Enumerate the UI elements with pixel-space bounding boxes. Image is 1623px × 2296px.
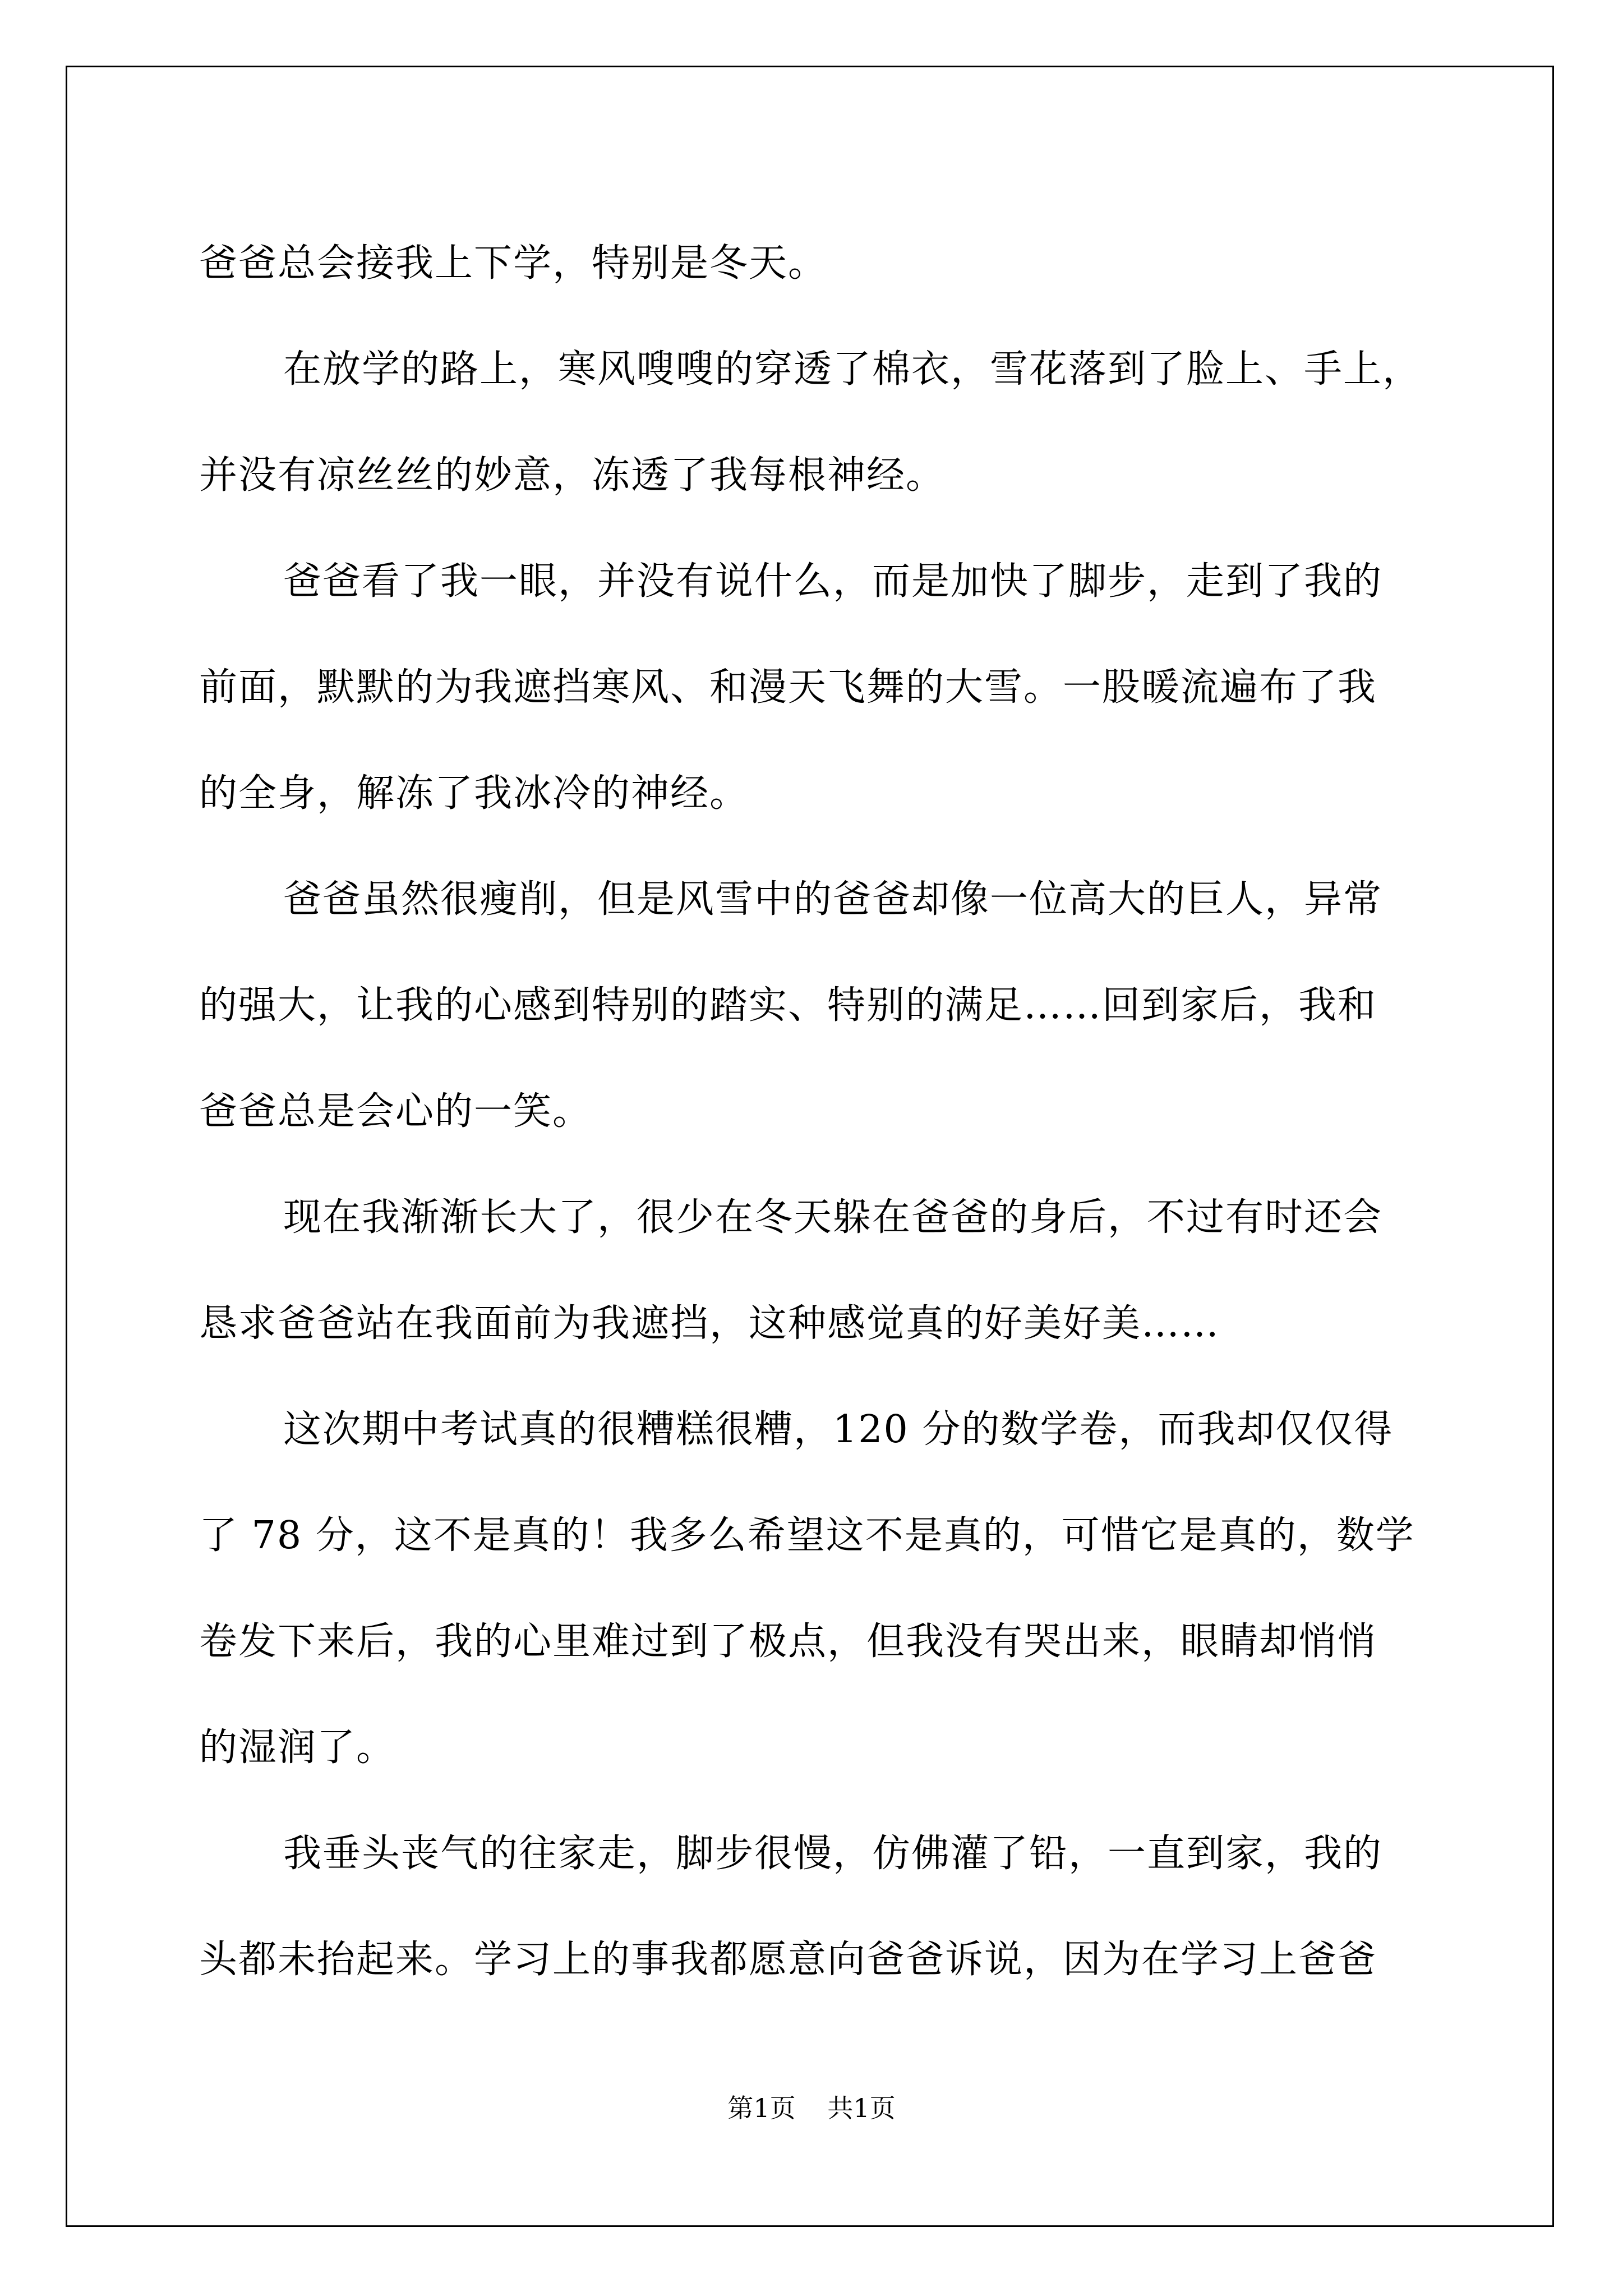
text-line: 的湿润了。 — [199, 1726, 396, 1770]
text-line: 的强大，让我的心感到特别的踏实、特别的满足……回到家后，我和 — [199, 983, 1377, 1028]
text-line: 这次期中考试真的很糟糕很糟，120 分的数学卷，而我却仅仅得 — [283, 1407, 1394, 1452]
text-line: 卷发下来后，我的心里难过到了极点，但我没有哭出来，眼睛却悄悄 — [199, 1619, 1377, 1664]
text-line: 头都未抬起来。学习上的事我都愿意向爸爸诉说，因为在学习上爸爸 — [199, 1938, 1377, 1982]
text-line: 并没有凉丝丝的妙意，冻透了我每根神经。 — [199, 453, 946, 498]
text-line: 了 78 分，这不是真的！我多么希望这不是真的，可惜它是真的，数学 — [199, 1513, 1415, 1558]
page-footer — [0, 2088, 1623, 2125]
page-number: 第1页 — [727, 2093, 796, 2123]
text-line: 爸爸虽然很瘦削，但是风雪中的爸爸却像一位高大的巨人，异常 — [283, 877, 1383, 922]
text-line: 前面，默默的为我遮挡寒风、和漫天飞舞的大雪。一股暖流遍布了我 — [199, 665, 1377, 710]
text-line: 恳求爸爸站在我面前为我遮挡，这种感觉真的好美好美…… — [199, 1301, 1220, 1346]
text-line: 的全身，解冻了我冰冷的神经。 — [199, 771, 749, 816]
text-line: 爸爸总会接我上下学，特别是冬天。 — [199, 241, 828, 286]
page-total: 共1页 — [827, 2093, 896, 2123]
text-line: 爸爸看了我一眼，并没有说什么，而是加快了脚步，走到了我的 — [283, 559, 1383, 604]
text-line: 爸爸总是会心的一笑。 — [199, 1089, 592, 1134]
text-line: 我垂头丧气的往家走，脚步很慢，仿佛灌了铅，一直到家，我的 — [283, 1832, 1383, 1876]
text-line: 在放学的路上，寒风嗖嗖的穿透了棉衣，雪花落到了脸上、手上， — [283, 347, 1422, 392]
text-line: 现在我渐渐长大了，很少在冬天躲在爸爸的身后，不过有时还会 — [283, 1195, 1383, 1240]
